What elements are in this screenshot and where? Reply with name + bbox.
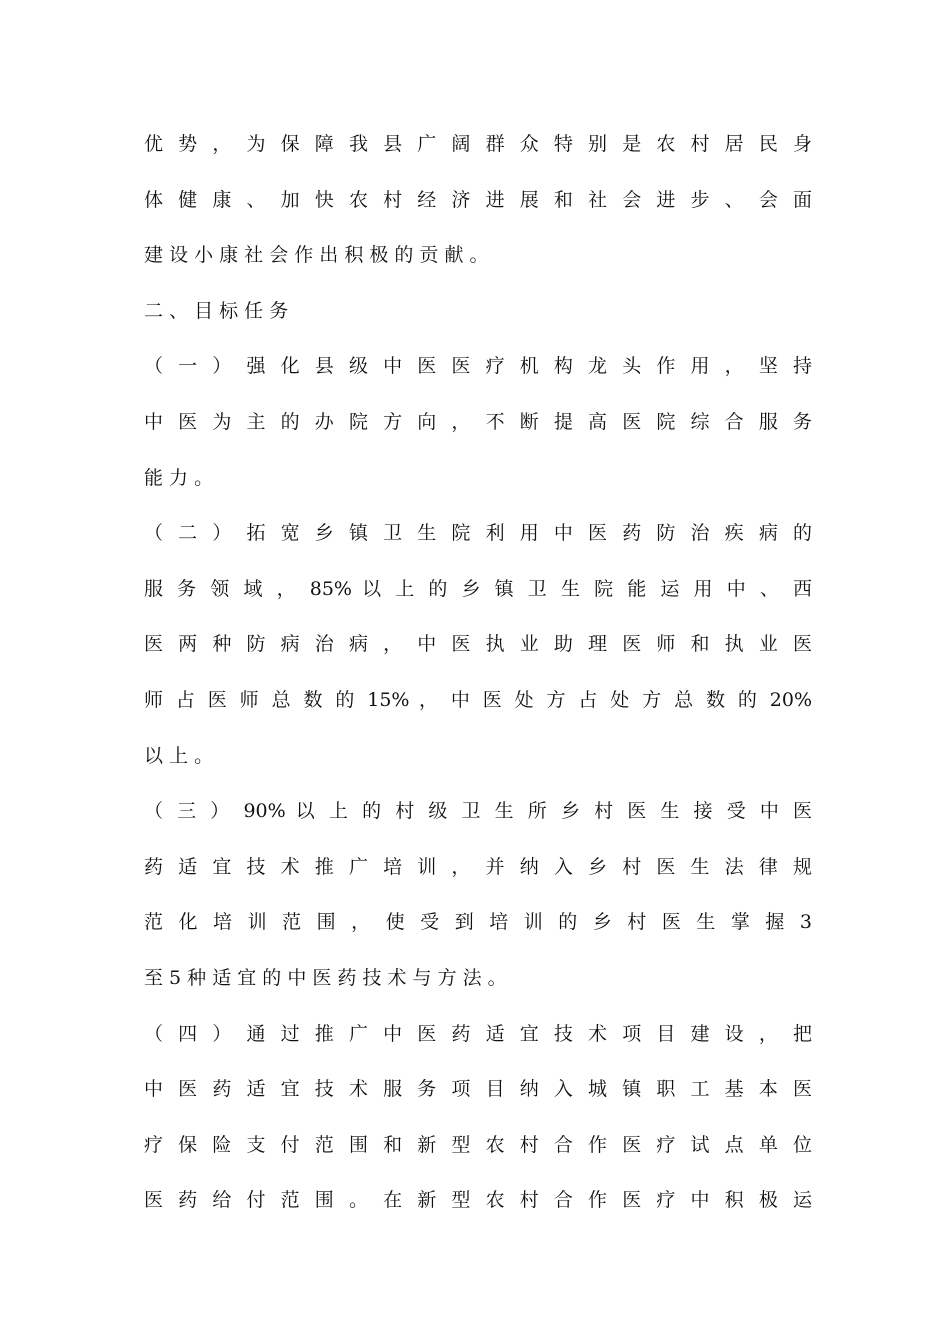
text-line-16: 至 5 种 适 宜 的 中 医 药 技 术 与 方 法 。 xyxy=(144,966,507,989)
section-heading: 二 、 目 标 任 务 xyxy=(144,299,289,322)
text-line-19: 疗 保 险 支 付 范 围 和 新 型 农 村 合 作 医 疗 试 点 单 位 xyxy=(144,1133,812,1156)
text-line-2: 体 健 康 、 加 快 农 村 经 济 进 展 和 社 会 进 步 、 会 面 xyxy=(144,188,812,211)
text-line-8: （ 二 ） 拓 宽 乡 镇 卫 生 院 利 用 中 医 药 防 治 疾 病 的 xyxy=(144,522,812,545)
text-line-3: 建 设 小 康 社 会 作 出 积 极 的 贡 献 。 xyxy=(144,244,489,267)
text-line-1: 优 势 ， 为 保 障 我 县 广 阔 群 众 特 别 是 农 村 居 民 身 xyxy=(144,133,812,155)
text-line-13: （ 三 ） 90% 以 上 的 村 级 卫 生 所 乡 村 医 生 接 受 中 医 xyxy=(144,800,812,823)
text-line-5: （ 一 ） 强 化 县 级 中 医 医 疗 机 构 龙 头 作 用 ， 坚 持 xyxy=(144,355,812,378)
text-line-14: 药 适 宜 技 术 推 广 培 训 ， 并 纳 入 乡 村 医 生 法 律 规 xyxy=(144,855,812,878)
text-line-9: 服 务 领 域 ， 85% 以 上 的 乡 镇 卫 生 院 能 运 用 中 、 西 xyxy=(144,577,812,600)
text-line-20: 医 药 给 付 范 围 。 在 新 型 农 村 合 作 医 疗 中 积 极 运 xyxy=(144,1189,812,1212)
text-line-10: 医 两 种 防 病 治 病 ， 中 医 执 业 助 理 医 师 和 执 业 医 xyxy=(144,633,812,656)
text-line-12: 以 上 。 xyxy=(144,744,214,767)
text-line-11: 师 占 医 师 总 数 的 15% ， 中 医 处 方 占 处 方 总 数 的 20% xyxy=(144,688,812,711)
document-body xyxy=(144,117,812,1229)
text-line-7: 能 力 。 xyxy=(144,466,214,489)
text-line-17: （ 四 ） 通 过 推 广 中 医 药 适 宜 技 术 项 目 建 设 ， 把 xyxy=(144,1022,812,1045)
text-line-18: 中 医 药 适 宜 技 术 服 务 项 目 纳 入 城 镇 职 工 基 本 医 xyxy=(144,1078,812,1101)
text-line-6: 中 医 为 主 的 办 院 方 向 ， 不 断 提 高 医 院 综 合 服 务 xyxy=(144,410,812,433)
text-line-15: 范 化 培 训 范 围 ， 使 受 到 培 训 的 乡 村 医 生 掌 握 3 xyxy=(144,911,812,934)
